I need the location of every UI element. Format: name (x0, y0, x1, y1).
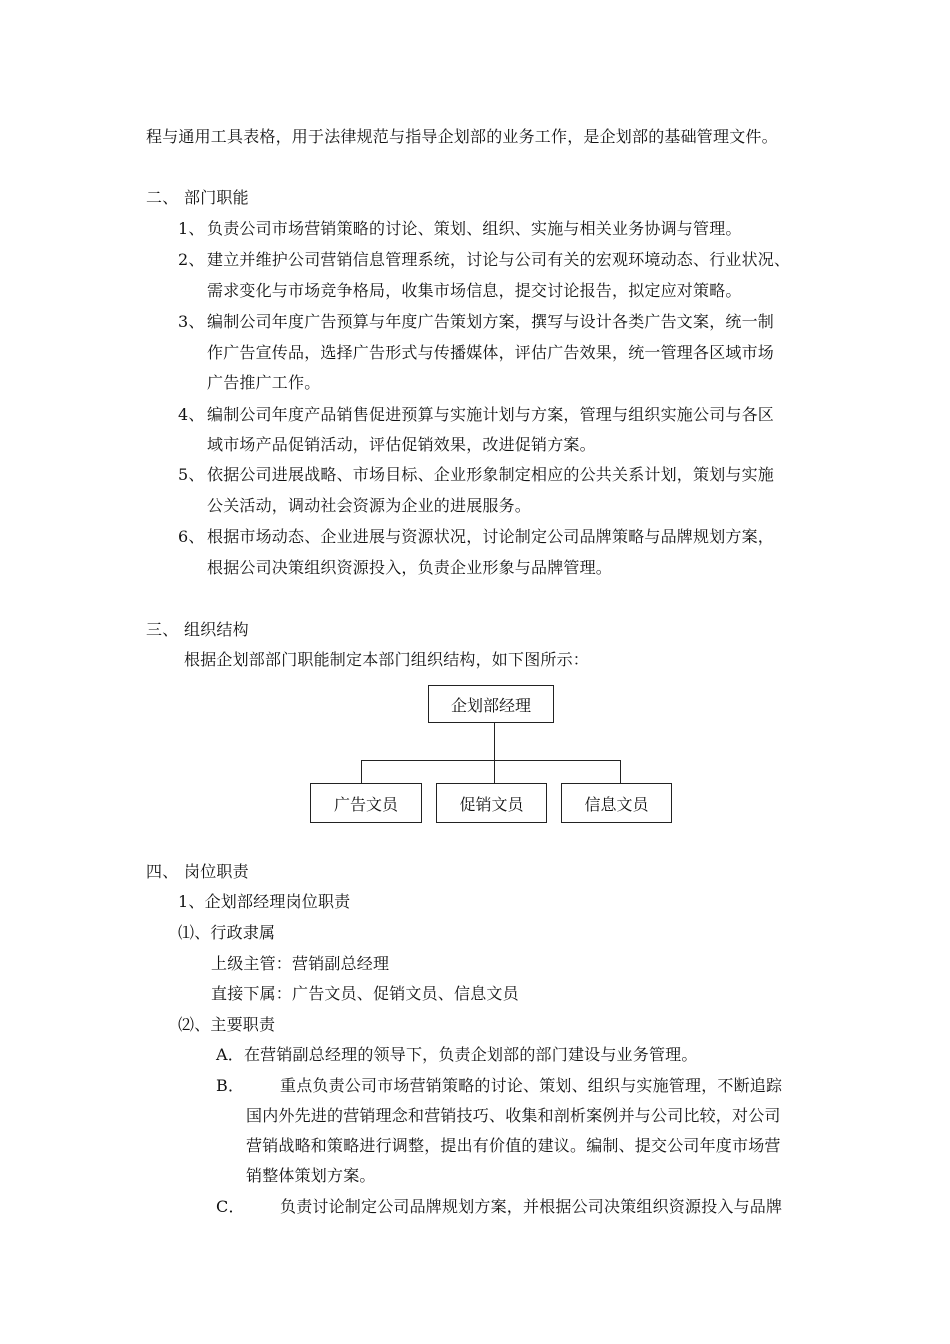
subsection-title: 1、企划部经理岗位职责 (178, 892, 351, 911)
org-box-info-clerk: 信息文员 (561, 783, 672, 823)
list-item-text: 编制公司年度广告预算与年度广告策划方案，撰写与设计各类广告文案，统一制 (207, 312, 775, 331)
list-item-text: 依据公司进展战略、市场目标、企业形象制定相应的公共关系计划，策划与实施 (207, 465, 775, 484)
section-title: 岗位职责 (184, 862, 249, 881)
list-item-number: 2、 (178, 250, 205, 269)
section-intro: 根据企划部部门职能制定本部门组织结构，如下图所示： (184, 650, 590, 669)
duty-c-label: C． (216, 1197, 245, 1216)
superior-text: 上级主管：营销副总经理 (211, 954, 390, 973)
list-item-text: 根据公司决策组织资源投入，负责企业形象与品牌管理。 (207, 558, 613, 577)
duty-c-text: 负责讨论制定公司品牌规划方案，并根据公司决策组织资源投入与品牌 (280, 1197, 783, 1216)
org-box-ad-clerk: 广告文员 (310, 783, 422, 823)
list-item-text: 编制公司年度产品销售促进预算与实施计划与方案，管理与组织实施公司与各区 (207, 405, 775, 424)
list-item-text: 需求变化与市场竞争格局，收集市场信息，提交讨论报告，拟定应对策略。 (207, 281, 742, 300)
list-item-text: 负责公司市场营销策略的讨论、策划、组织、实施与相关业务协调与管理。 (207, 219, 742, 238)
duty-a: A．在营销副总经理的领导下，负责企划部的部门建设与业务管理。 (216, 1045, 698, 1064)
org-connector-horizontal (361, 760, 621, 761)
duty-b-text: 销整体策划方案。 (246, 1166, 376, 1185)
list-item-number: 3、 (178, 312, 205, 331)
org-connector-vertical (494, 723, 495, 761)
list-item-text: 广告推广工作。 (207, 373, 321, 392)
duty-b-text: 营销战略和策略进行调整，提出有价值的建议。编制、提交公司年度市场营 (246, 1136, 781, 1155)
list-item-number: 1、 (178, 219, 205, 238)
subordinates-text: 直接下属：广告文员、促销文员、信息文员 (211, 984, 519, 1003)
org-connector-middle (494, 760, 495, 784)
duty-b-text: 国内外先进的营销理念和营销技巧、收集和剖析案例并与公司比较，对公司 (246, 1106, 781, 1125)
list-item-text: 建立并维护公司营销信息管理系统，讨论与公司有关的宏观环境动态、行业状况、 (207, 250, 791, 269)
org-connector-left (361, 760, 362, 784)
duty-b-label: B． (216, 1076, 245, 1095)
admin-affiliation-title: ⑴、行政隶属 (178, 923, 276, 942)
duty-b-text: 重点负责公司市场营销策略的讨论、策划、组织与实施管理，不断追踪 (280, 1076, 783, 1095)
list-item-number: 5、 (178, 465, 205, 484)
section-title: 组织结构 (184, 620, 249, 639)
org-box-manager: 企划部经理 (428, 685, 554, 723)
org-connector-right (620, 760, 621, 784)
section-number: 二、 (146, 188, 179, 207)
list-item-text: 公关活动，调动社会资源为企业的进展服务。 (207, 496, 532, 515)
duties-title: ⑵、主要职责 (178, 1015, 276, 1034)
org-box-promo-clerk: 促销文员 (436, 783, 547, 823)
section-title: 部门职能 (184, 188, 249, 207)
list-item-text: 作广告宣传品，选择广告形式与传播媒体，评估广告效果，统一管理各区域市场 (207, 343, 775, 362)
section-number: 三、 (146, 620, 179, 639)
intro-text: 程与通用工具表格，用于法律规范与指导企划部的业务工作，是企划部的基础管理文件。 (146, 127, 778, 146)
section-number: 四、 (146, 862, 179, 881)
list-item-number: 4、 (178, 405, 205, 424)
list-item-text: 根据市场动态、企业进展与资源状况，讨论制定公司品牌策略与品牌规划方案， (207, 527, 775, 546)
list-item-text: 域市场产品促销活动，评估促销效果，改进促销方案。 (207, 435, 596, 454)
list-item-number: 6、 (178, 527, 205, 546)
